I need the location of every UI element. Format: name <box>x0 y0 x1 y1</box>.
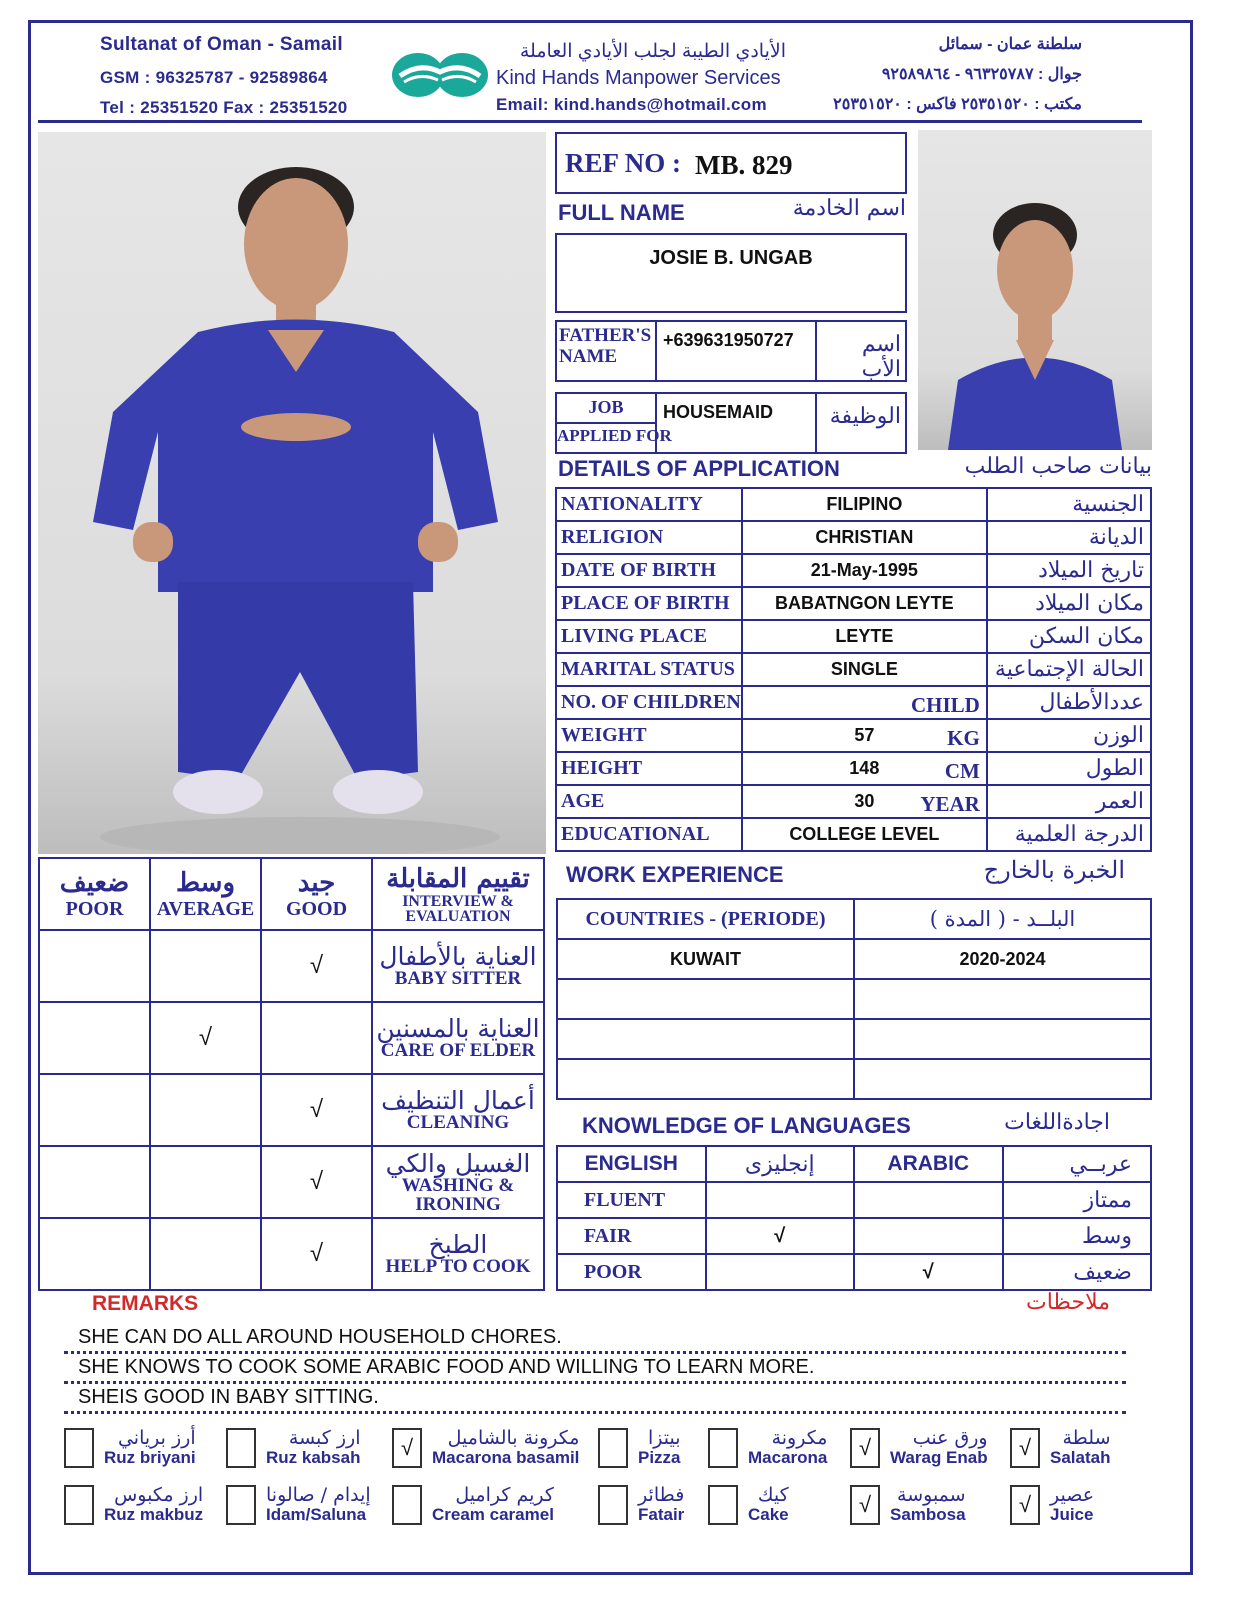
lang-level-ar: ممتاز <box>1003 1182 1152 1218</box>
work-period <box>854 979 1151 1019</box>
food-name-en: Idam/Saluna <box>266 1505 367 1525</box>
details-value-cell <box>742 818 987 851</box>
job-label-ar: الوظيفة <box>829 404 901 429</box>
eval-skill-ar: الغسيل والكي <box>385 1148 531 1178</box>
details-label-en: LIVING PLACE <box>556 620 742 653</box>
details-value: COLLEGE LEVEL <box>789 824 940 844</box>
eval-average-mark <box>150 1074 261 1146</box>
header-divider <box>38 120 1142 123</box>
eval-skill-ar: الطبخ <box>428 1230 488 1259</box>
details-value-cell <box>742 521 987 554</box>
food-name-en: Ruz kabsah <box>266 1448 361 1468</box>
full-body-photo <box>38 132 546 854</box>
food-name-en: Pizza <box>638 1448 681 1468</box>
ref-label: REF NO : <box>565 148 681 178</box>
food-name-en: Ruz briyani <box>104 1448 196 1468</box>
lang-head-english: ENGLISH <box>557 1146 706 1182</box>
languages-title-en: KNOWLEDGE OF LANGUAGES <box>582 1113 911 1138</box>
eval-good-mark: √ <box>261 1074 372 1146</box>
food-name-en: Ruz makbuz <box>104 1505 204 1525</box>
details-value: BABATNGON LEYTE <box>774 593 954 613</box>
food-name-ar: سلطة <box>1062 1427 1111 1450</box>
food-item <box>64 1428 196 1468</box>
food-name-en: Juice <box>1050 1505 1094 1525</box>
remarks-title-ar: ملاحظات <box>1026 1290 1110 1315</box>
details-value-cell <box>742 719 987 752</box>
details-row <box>556 653 1151 686</box>
food-name-ar: أرز برياني <box>117 1427 196 1450</box>
food-item <box>1010 1485 1094 1525</box>
food-checkbox[interactable] <box>226 1428 256 1468</box>
details-row <box>556 587 1151 620</box>
father-label-en2: NAME <box>559 345 618 367</box>
food-name-ar: سمبوسة <box>897 1484 966 1507</box>
father-label-ar: اسم الأب <box>861 332 901 382</box>
work-country <box>557 979 854 1019</box>
food-checkbox[interactable]: √ <box>1010 1428 1040 1468</box>
eval-skill <box>372 930 544 1002</box>
details-value: SINGLE <box>830 659 898 679</box>
food-checkbox[interactable] <box>598 1428 628 1468</box>
food-item <box>392 1485 554 1525</box>
food-item <box>598 1485 684 1525</box>
father-label-en1: FATHER'S <box>559 325 652 346</box>
details-title-ar: بيانات صاحب الطلب <box>964 454 1152 479</box>
food-checkbox[interactable] <box>226 1485 256 1525</box>
work-country <box>557 1019 854 1059</box>
eval-row <box>39 1002 544 1074</box>
food-name-ar: ارز كبسة <box>288 1427 361 1450</box>
evaluation-table <box>38 857 545 1291</box>
details-label-ar: الحالة الإجتماعية <box>987 653 1151 686</box>
details-value-cell <box>742 554 987 587</box>
eval-skill-en: HELP TO COOK <box>385 1256 531 1277</box>
food-name-ar: بيتزا <box>648 1427 681 1450</box>
details-value: 21-May-1995 <box>810 560 918 580</box>
eval-skill <box>372 1218 544 1290</box>
job-label-en1: JOB <box>557 394 655 424</box>
details-label-en: MARITAL STATUS <box>556 653 742 686</box>
food-checkbox[interactable] <box>64 1485 94 1525</box>
details-label-en: AGE <box>556 785 742 818</box>
job-value: HOUSEMAID <box>657 394 817 452</box>
full-name-label-ar: اسم الخادمة <box>792 196 906 221</box>
food-name-en: Sambosa <box>890 1505 966 1525</box>
eval-row <box>39 1074 544 1146</box>
remarks-title-en: REMARKS <box>92 1292 199 1315</box>
food-name-ar: مكرونة بالشاميل <box>447 1427 580 1450</box>
work-row <box>557 939 1151 979</box>
details-label-en: NO. OF CHILDREN <box>556 686 742 719</box>
company-email: Email: kind.hands@hotmail.com <box>496 95 767 114</box>
food-name-ar: عصير <box>1050 1484 1095 1507</box>
work-period <box>854 1059 1151 1099</box>
details-label-ar: الوزن <box>987 719 1151 752</box>
remark-line-1: SHE CAN DO ALL AROUND HOUSEHOLD CHORES. <box>64 1322 1126 1354</box>
details-value: LEYTE <box>835 626 894 646</box>
eval-poor-mark <box>39 1002 150 1074</box>
father-name-row <box>555 320 907 382</box>
language-row <box>557 1254 1151 1290</box>
remark-line-3: SHEIS GOOD IN BABY SITTING. <box>64 1384 1126 1414</box>
details-value-cell <box>742 686 987 719</box>
eval-skill <box>372 1002 544 1074</box>
details-label-ar: الديانة <box>987 521 1151 554</box>
details-row <box>556 488 1151 521</box>
details-value-cell <box>742 587 987 620</box>
food-item <box>392 1428 579 1468</box>
details-label-ar: مكان السكن <box>987 620 1151 653</box>
details-label-ar: الجنسية <box>987 488 1151 521</box>
details-value-cell <box>742 752 987 785</box>
eval-skill-en: CLEANING <box>406 1112 510 1133</box>
gsm-en: GSM : 96325787 - 92589864 <box>100 68 328 87</box>
father-value: +639631950727 <box>657 322 817 380</box>
details-label-en: HEIGHT <box>556 752 742 785</box>
details-value: 57 <box>854 725 875 745</box>
eval-good-mark: √ <box>261 930 372 1002</box>
food-name-en: Cream caramel <box>432 1505 554 1525</box>
details-label-en: NATIONALITY <box>556 488 742 521</box>
food-checkbox[interactable] <box>708 1428 738 1468</box>
eval-skill-ar: العناية بالأطفال <box>379 942 537 971</box>
lang-english-mark <box>706 1254 855 1290</box>
food-checkbox[interactable]: √ <box>1010 1485 1040 1525</box>
lang-level-en: POOR <box>557 1254 706 1290</box>
details-label-en: EDUCATIONAL <box>556 818 742 851</box>
food-name-en: Warag Enab <box>890 1448 988 1468</box>
food-item <box>850 1485 966 1525</box>
details-row <box>556 719 1151 752</box>
eval-good-mark: √ <box>261 1146 372 1218</box>
full-name-label-en: FULL NAME <box>558 200 685 225</box>
eval-col-good: جيد GOOD <box>261 858 372 930</box>
lang-arabic-mark <box>854 1218 1003 1254</box>
details-value: CHRISTIAN <box>815 527 914 547</box>
details-label-ar: عددالأطفال <box>987 686 1151 719</box>
eval-poor-mark <box>39 1074 150 1146</box>
eval-poor-mark <box>39 930 150 1002</box>
food-checkbox[interactable] <box>708 1485 738 1525</box>
details-label-ar: الدرجة العلمية <box>987 818 1151 851</box>
food-name-ar: فطائر <box>638 1484 685 1507</box>
details-label-ar: الطول <box>987 752 1151 785</box>
location-ar: سلطنة عمان - سمائل <box>938 36 1082 53</box>
lang-english-mark: √ <box>706 1218 855 1254</box>
work-col-ar: البلــد - ( المدة ) <box>854 899 1151 939</box>
full-name-value: JOSIE B. UNGAB <box>649 247 813 269</box>
details-row <box>556 521 1151 554</box>
details-value-cell <box>742 785 987 818</box>
food-name-ar: كيك <box>757 1484 789 1507</box>
food-item <box>226 1428 360 1468</box>
eval-col-skill: تقييم المقابلة INTERVIEW & EVALUATION <box>372 858 544 930</box>
eval-average-mark <box>150 1146 261 1218</box>
eval-row <box>39 930 544 1002</box>
full-name-box <box>555 233 907 313</box>
details-row <box>556 620 1151 653</box>
food-item <box>850 1428 988 1468</box>
food-name-ar: ورق عنب <box>912 1427 988 1450</box>
eval-col-poor: ضعيف POOR <box>39 858 150 930</box>
language-row <box>557 1182 1151 1218</box>
food-checkbox[interactable]: √ <box>850 1428 880 1468</box>
eval-col-average: وسط AVERAGE <box>150 858 261 930</box>
ref-box <box>555 132 907 194</box>
details-unit: KG <box>947 726 980 750</box>
work-title-ar: الخبرة بالخارج <box>983 856 1125 884</box>
food-item <box>708 1485 789 1525</box>
details-title-en: DETAILS OF APPLICATION <box>558 456 840 481</box>
details-label-ar: مكان الميلاد <box>987 587 1151 620</box>
lang-level-en: FAIR <box>557 1218 706 1254</box>
eval-skill <box>372 1146 544 1218</box>
eval-skill-ar: العناية بالمسنين <box>376 1014 540 1043</box>
food-name-en: Cake <box>748 1505 789 1525</box>
details-unit: YEAR <box>920 792 980 816</box>
lang-arabic-mark: √ <box>854 1254 1003 1290</box>
details-row <box>556 785 1151 818</box>
details-label-en: DATE OF BIRTH <box>556 554 742 587</box>
food-item <box>708 1428 827 1468</box>
details-row <box>556 752 1151 785</box>
details-unit: CM <box>944 759 980 783</box>
remark-line-2: SHE KNOWS TO COOK SOME ARABIC FOOD AND WILLING TO LEARN MORE. <box>64 1354 1126 1384</box>
work-table <box>556 898 1152 1100</box>
details-label-ar: العمر <box>987 785 1151 818</box>
food-name-en: Macarona basamil <box>432 1448 580 1468</box>
food-item <box>226 1485 371 1525</box>
details-label-en: PLACE OF BIRTH <box>556 587 742 620</box>
details-value: 148 <box>849 758 880 778</box>
details-value: 30 <box>854 791 875 811</box>
eval-average-mark <box>150 930 261 1002</box>
company-name-en: Kind Hands Manpower Services <box>496 67 781 89</box>
food-name-ar: إيدام / صالونا <box>266 1484 371 1507</box>
food-checkbox[interactable]: √ <box>392 1428 422 1468</box>
work-row <box>557 1019 1151 1059</box>
eval-poor-mark <box>39 1218 150 1290</box>
eval-row <box>39 1146 544 1218</box>
food-name-en: Salatah <box>1050 1448 1111 1468</box>
company-name-ar: الأيادي الطيبة لجلب الأيادي العاملة <box>519 41 786 62</box>
lang-level-ar: وسط <box>1003 1218 1152 1254</box>
work-col-countries: COUNTRIES - (PERIODE) <box>557 899 854 939</box>
food-checkbox[interactable] <box>598 1485 628 1525</box>
details-row <box>556 554 1151 587</box>
details-label-ar: تاريخ الميلاد <box>987 554 1151 587</box>
details-row <box>556 686 1151 719</box>
lang-english-mark <box>706 1182 855 1218</box>
lang-arabic-mark <box>854 1182 1003 1218</box>
work-period: 2020-2024 <box>854 939 1151 979</box>
eval-average-mark <box>150 1218 261 1290</box>
eval-skill-ar: أعمال التنظيف <box>381 1086 535 1115</box>
food-name-ar: مكرونة <box>771 1427 828 1450</box>
languages-title-ar: اجادةاللغات <box>1004 1110 1110 1135</box>
details-value-cell <box>742 488 987 521</box>
food-item <box>64 1485 203 1525</box>
eval-skill-en: CARE OF ELDER <box>380 1040 536 1061</box>
eval-row <box>39 1218 544 1290</box>
company-logo <box>390 50 490 105</box>
job-row <box>555 392 907 454</box>
location-en: Sultanat of Oman - Samail <box>100 34 343 55</box>
work-country <box>557 1059 854 1099</box>
eval-skill <box>372 1074 544 1146</box>
food-checkbox[interactable] <box>392 1485 422 1525</box>
lang-head-arabic: ARABIC <box>854 1146 1003 1182</box>
tel-ar: مكتب : ٢٥٣٥١٥٢٠ فاكس : ٢٥٣٥١٥٢٠ <box>833 96 1082 113</box>
tel-en: Tel : 25351520 Fax : 25351520 <box>100 98 348 117</box>
work-title-en: WORK EXPERIENCE <box>566 862 784 887</box>
details-table <box>555 487 1152 852</box>
food-checkbox[interactable]: √ <box>850 1485 880 1525</box>
eval-skill-en: WASHING & IRONING <box>401 1174 515 1215</box>
gsm-ar: جوال : ٩٦٣٢٥٧٨٧ - ٩٢٥٨٩٨٦٤ <box>881 66 1082 83</box>
job-label-en2: APPLIED FOR <box>557 425 672 445</box>
details-value-cell <box>742 653 987 686</box>
languages-table <box>556 1145 1152 1291</box>
food-item <box>598 1428 681 1468</box>
food-name-ar: ارز مكبوس <box>114 1484 204 1507</box>
eval-good-mark: √ <box>261 1218 372 1290</box>
eval-average-mark: √ <box>150 1002 261 1074</box>
portrait-photo <box>918 130 1152 450</box>
ref-value: MB. 829 <box>695 150 793 180</box>
details-row <box>556 818 1151 851</box>
work-row <box>557 1059 1151 1099</box>
details-label-en: WEIGHT <box>556 719 742 752</box>
lang-level-ar: ضعيف <box>1003 1254 1152 1290</box>
details-value: FILIPINO <box>826 494 903 514</box>
lang-head-english-ar: إنجليزى <box>706 1146 855 1182</box>
eval-skill-en: BABY SITTER <box>394 968 522 989</box>
lang-head-arabic-ar: عربــي <box>1003 1146 1152 1182</box>
food-name-en: Macarona <box>748 1448 828 1468</box>
work-country: KUWAIT <box>557 939 854 979</box>
eval-poor-mark <box>39 1146 150 1218</box>
lang-level-en: FLUENT <box>557 1182 706 1218</box>
eval-good-mark <box>261 1002 372 1074</box>
food-name-en: Fatair <box>638 1505 685 1525</box>
food-checkbox[interactable] <box>64 1428 94 1468</box>
details-label-en: RELIGION <box>556 521 742 554</box>
details-value-cell <box>742 620 987 653</box>
work-row <box>557 979 1151 1019</box>
language-row <box>557 1218 1151 1254</box>
food-item <box>1010 1428 1110 1468</box>
work-period <box>854 1019 1151 1059</box>
details-unit: CHILD <box>910 693 980 717</box>
food-name-ar: كريم كراميل <box>455 1484 554 1507</box>
